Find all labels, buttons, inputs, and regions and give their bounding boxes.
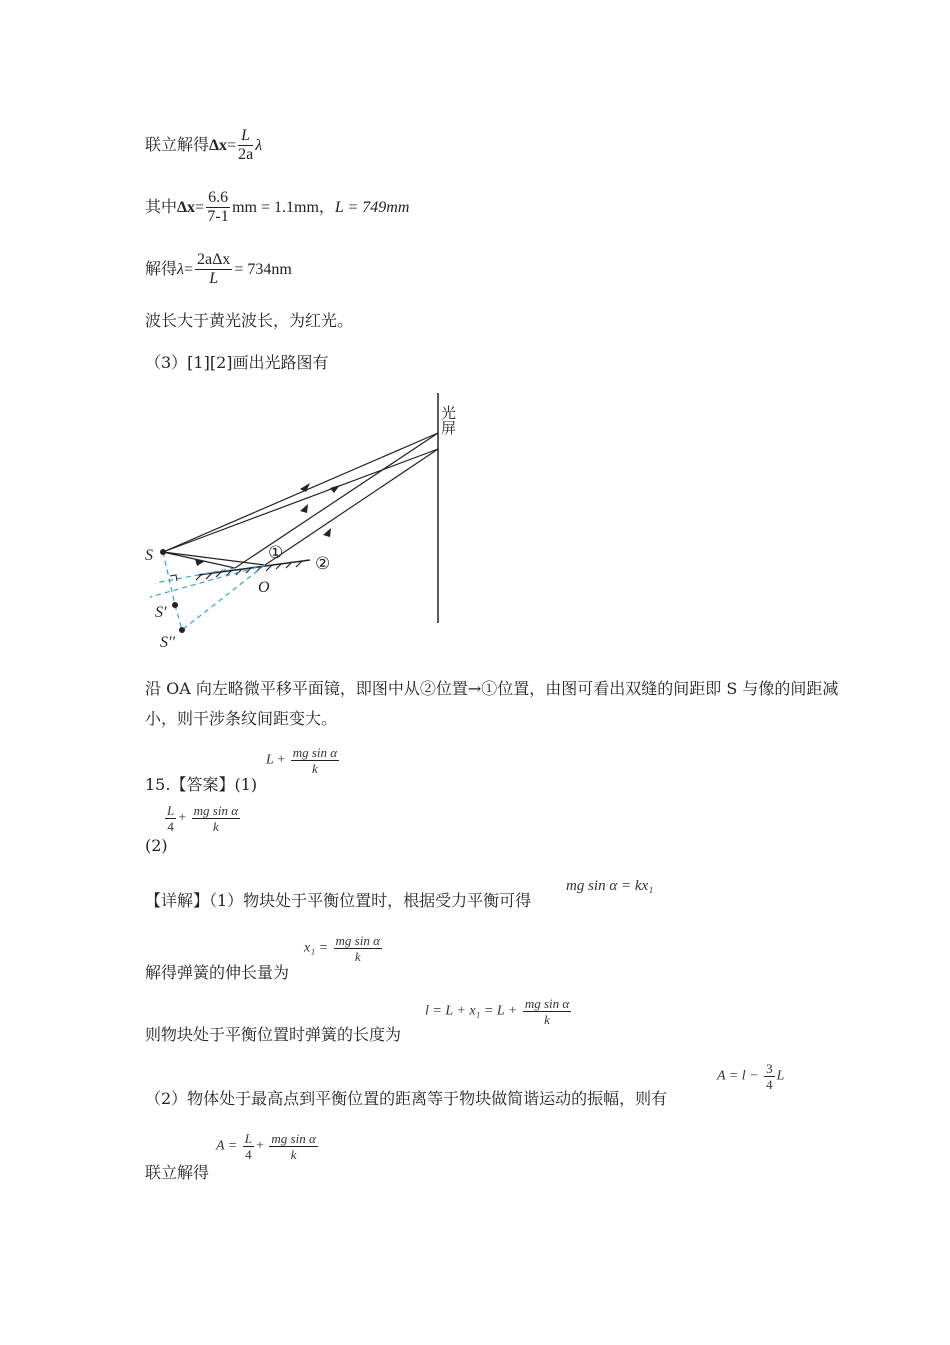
lambda-symbol: λ — [255, 137, 263, 154]
frac-num: mg sin α — [271, 1131, 316, 1146]
eq-A-lhs: A = — [216, 1138, 238, 1154]
arrowhead — [323, 528, 331, 537]
frac-num: mg sin α — [193, 803, 239, 818]
eqn-length — [425, 997, 573, 1026]
frac-den: 4 — [167, 819, 174, 834]
fraction-L-4 — [165, 804, 176, 833]
fraction-3-4 — [764, 1062, 775, 1091]
point-s — [160, 549, 166, 555]
eqn-final — [216, 1132, 320, 1161]
equals-sign: = — [227, 137, 237, 154]
eqn-x1 — [304, 934, 384, 963]
label-s2: S′′ — [160, 634, 175, 651]
eq-A-lhs: A = l − — [717, 1068, 759, 1084]
eq-plus: + — [178, 810, 187, 826]
ray-s-screen-top — [163, 433, 438, 552]
frac-num: L — [167, 803, 175, 818]
equals-sign: = — [195, 199, 205, 216]
q15-answer-label: 15.【答案】(1) — [145, 775, 258, 794]
frac-den: 7-1 — [207, 208, 229, 225]
q15-answer2-eqn — [163, 804, 242, 833]
frac-den: L — [209, 270, 219, 287]
line3-result: = 734nm — [234, 261, 292, 278]
fraction-2adx-L — [195, 252, 232, 287]
line-red-light: 波长大于黄光波长，为红光。 — [145, 311, 354, 330]
equals-sign: = — [183, 261, 193, 278]
delta-x: Δx — [177, 199, 196, 216]
detail-line5: 联立解得 — [145, 1163, 210, 1182]
frac-den: 4 — [245, 1147, 252, 1162]
fraction-mgsin-k — [192, 804, 240, 833]
ray-s-screen-bottom — [163, 449, 438, 552]
label-s1: S′ — [155, 604, 167, 621]
eq-l-lhs: l = L + x₁ = L + — [425, 1003, 518, 1019]
detail-line4: （2）物体处于最高点到平衡位置的距离等于物块做简谐运动的振幅，则有 — [145, 1089, 668, 1108]
frac-den: k — [312, 761, 318, 776]
dashed-o-s2 — [182, 565, 265, 630]
arrowhead — [195, 559, 205, 566]
eqn-balance: mg sin α = kx₁ — [566, 878, 654, 894]
frac-num: 3 — [766, 1061, 773, 1076]
line-given-values — [145, 190, 409, 225]
fraction-L-2a — [238, 128, 253, 163]
label-s: S — [145, 547, 153, 564]
arrowhead — [330, 485, 340, 493]
detail-line3: 则物块处于平衡位置时弹簧的长度为 — [145, 1025, 402, 1044]
line2-unit: mm = 1.1mm， — [232, 199, 335, 216]
eq-L: L — [266, 752, 274, 768]
arrowhead — [300, 504, 308, 513]
frac-num: 6.6 — [208, 189, 229, 206]
ray-reflect-bottom — [265, 449, 438, 565]
dashed-s-s1 — [163, 552, 175, 605]
screen-label: 光屏 — [439, 405, 457, 435]
fraction-L-4 — [243, 1132, 254, 1161]
para-mirror-shift: 沿 OA 向左略微平移平面镜，即图中从②位置→①位置，由图可看出双缝的间距即 S 与像的间距减小，则干涉条纹间距变大。 — [145, 679, 839, 728]
line2-prefix: 其中 — [145, 197, 178, 216]
frac-num: L — [244, 1131, 252, 1146]
arrowhead — [300, 483, 310, 492]
line-combine-solve — [145, 128, 262, 163]
frac-num: mg sin α — [524, 996, 570, 1011]
eq-plus: + — [255, 1138, 264, 1154]
fraction-mgsin-k — [269, 1132, 317, 1161]
dashed-s1-s2 — [175, 605, 182, 630]
line1-prefix: 联立解得 — [145, 135, 210, 154]
frac-num: mg sin α — [335, 933, 380, 948]
fraction-mgsin-k — [291, 746, 339, 775]
line3-prefix: 解得 — [145, 259, 178, 278]
label-o: O — [258, 579, 270, 596]
label-pos1: ① — [268, 543, 284, 563]
eq-x1-lhs: x₁ = — [304, 940, 329, 956]
line-draw-diagram: （3）[1][2]画出光路图有 — [145, 353, 329, 372]
q15-answer1-eqn — [266, 746, 341, 775]
line-wavelength-result — [145, 252, 292, 287]
light-path-diagram — [140, 385, 500, 657]
fraction-mgsin-k — [334, 934, 382, 963]
frac-num: mg sin α — [292, 745, 338, 760]
q15-part2-label: (2) — [145, 836, 168, 855]
frac-den: 4 — [766, 1077, 773, 1092]
frac-den: k — [212, 819, 219, 834]
eq-plus: + — [277, 752, 286, 768]
frac-den: k — [354, 949, 361, 964]
frac-den: k — [544, 1012, 550, 1027]
point-s1 — [172, 602, 178, 608]
frac-num: L — [238, 128, 253, 146]
label-pos2: ② — [315, 554, 331, 574]
eq-L: L — [776, 1068, 785, 1084]
detail-line2: 解得弹簧的伸长量为 — [145, 963, 290, 982]
eqn-amplitude — [717, 1062, 784, 1091]
fraction-mgsin-k — [523, 997, 571, 1026]
line2-L-value: L = 749mm — [334, 199, 410, 216]
delta-x: Δx — [209, 137, 228, 154]
ray-reflect-top — [235, 433, 438, 568]
detail-line1: 【详解】（1）物块处于平衡位置时，根据受力平衡可得 — [145, 891, 532, 910]
frac-den: 2a — [238, 146, 254, 163]
point-s2 — [179, 627, 185, 633]
lambda-symbol: λ — [177, 261, 184, 278]
frac-num: 2aΔx — [196, 251, 231, 268]
fraction-66-71 — [206, 190, 230, 225]
frac-den: k — [290, 1147, 297, 1162]
